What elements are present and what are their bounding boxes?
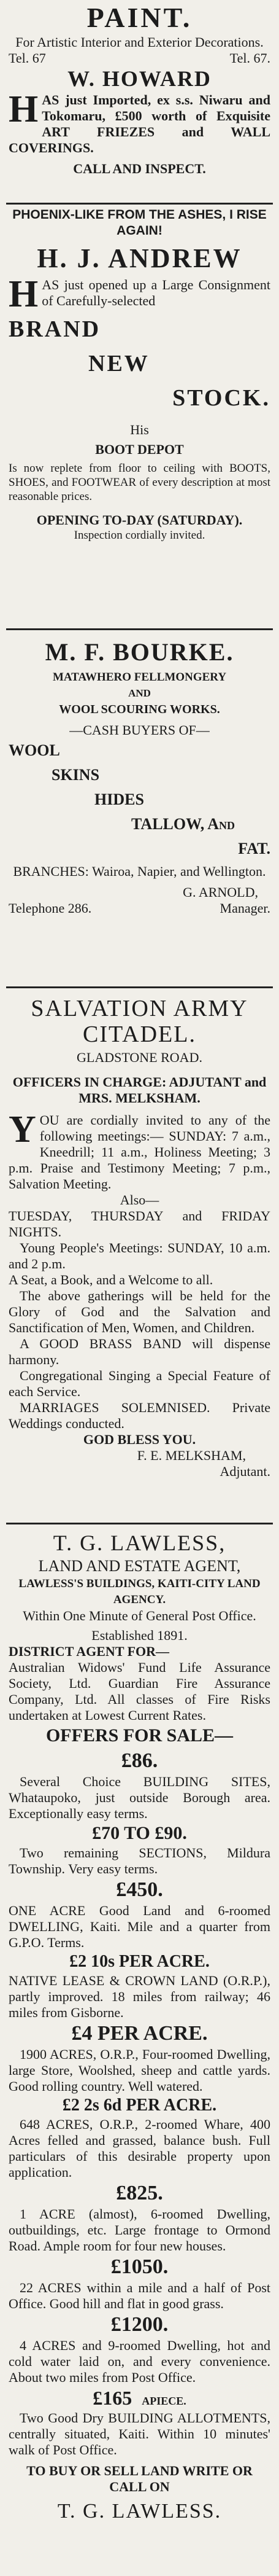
salvation-para-2: TUESDAY, THURSDAY and FRIDAY NIGHTS. — [9, 1208, 270, 1239]
salvation-title-1: SALVATION ARMY — [31, 996, 248, 1021]
salvation-also: Also— — [120, 1192, 159, 1208]
salvation-army-ad — [6, 988, 273, 1523]
salvation-para-7: Congregational Singing a Special Feature of each Service. — [9, 1368, 270, 1399]
lawless-price-5: £4 PER ACRE. — [71, 2022, 208, 2045]
howard-tel-left: Tel. 67 — [9, 50, 46, 66]
howard-tel-right: Tel. 67. — [229, 50, 270, 66]
lawless-price-3: £450. — [116, 1878, 163, 1901]
lawless-buildings: LAWLESS'S BUILDINGS, KAITI-CITY LAND AGENCY. — [18, 1577, 261, 1606]
andrew-his: His — [130, 422, 149, 437]
howard-subtitle: For Artistic Interior and Exterior Decorations. — [15, 34, 264, 50]
salvation-bless: GOD BLESS YOU. — [83, 1432, 196, 1447]
lawless-price-1: £86. — [121, 1749, 158, 1772]
bourke-word-fat: FAT. — [238, 840, 270, 857]
andrew-word-stock: STOCK. — [172, 385, 270, 411]
andrew-ad — [6, 205, 273, 628]
lawless-price-9: £1200. — [110, 2313, 169, 2336]
lawless-name-footer: T. G. LAWLESS. — [57, 2500, 222, 2523]
lawless-desc-5: 1900 ACRES, O.R.P., Four-roomed Dwelling, large Store, Woolshed, sheep and cattle yards. Good rolling country. Well watered. — [9, 2047, 270, 2094]
lawless-price-7: £825. — [116, 2182, 163, 2204]
lawless-desc-7: 1 ACRE (almost), 6-roomed Dwelling, outbuildings, etc. Large frontage to Ormond Road. Ample room for four new houses. — [9, 2206, 270, 2254]
lawless-desc-6: 648 ACRES, O.R.P., 2-roomed Whare, 400 Acres felled and grassed, balance bush. Full particulars of this desirable property upon application. — [9, 2117, 270, 2180]
bourke-branches: BRANCHES: Wairoa, Napier, and Wellington. — [13, 864, 266, 879]
lawless-within: Within One Minute of General Post Office. — [23, 1608, 256, 1623]
lawless-price-10-amount: £165 — [93, 2387, 132, 2409]
salvation-title-2: CITADEL. — [83, 1021, 196, 1047]
howard-cta: CALL AND INSPECT. — [73, 161, 206, 176]
bourke-word-hides: HIDES — [94, 790, 144, 808]
andrew-depot: BOOT DEPOT — [95, 442, 184, 457]
lawless-desc-1: Several Choice BUILDING SITES, Whataupoko, just outside Borough area. Exceptionally easy terms. — [9, 1774, 270, 1821]
lawless-agent: LAND AND ESTATE AGENT, — [38, 1557, 241, 1575]
salvation-officers: OFFICERS IN CHARGE: ADJUTANT and MRS. MELKSHAM. — [12, 1074, 267, 1106]
salvation-para-6: A GOOD BRASS BAND will dispense harmony. — [9, 1336, 270, 1367]
andrew-word-new: NEW — [88, 351, 150, 377]
salvation-drop-cap: Y — [9, 1109, 36, 1150]
lawless-desc-8: 22 ACRES within a mile and a half of Post Office. Good hill and flat in good grass. — [9, 2280, 270, 2311]
howard-name: W. HOWARD — [67, 66, 212, 91]
salvation-para-5: The above gatherings will be held for the Glory of God and the Salvation and Sanctification of Men, Women, and Children. — [9, 1288, 270, 1335]
andrew-name: H. J. ANDREW — [37, 243, 242, 273]
bourke-manager-name: G. ARNOLD, — [183, 884, 258, 900]
howard-body-text: AS just Imported, ex s.s. Niwaru and Tokomaru, £500 worth of Exquisite ART FRIEZES and WALL COVERINGS. — [9, 92, 270, 155]
salvation-rank: Adjutant. — [220, 1464, 270, 1479]
bourke-buyers: —CASH BUYERS OF— — [69, 722, 210, 738]
salvation-para-1 — [9, 1109, 270, 1192]
andrew-drop-cap: H — [9, 273, 39, 315]
bourke-telephone: Telephone 286. — [9, 900, 92, 916]
howard-title: PAINT. — [86, 2, 193, 33]
lawless-district: DISTRICT AGENT FOR— — [9, 1644, 170, 1659]
bourke-manager-title: Manager. — [220, 900, 270, 916]
lawless-desc-4: NATIVE LEASE & CROWN LAND (O.R.P.), partly improved. 18 miles from railway; 46 miles from Gisborne. — [9, 1973, 270, 2020]
bourke-ad — [6, 630, 273, 986]
andrew-slogan: PHOENIX-LIKE FROM THE ASHES, I RISE AGAIN! — [12, 208, 267, 238]
salvation-address: GLADSTONE ROAD. — [77, 1050, 202, 1065]
salvation-signature: F. E. MELKSHAM, — [137, 1448, 246, 1463]
lawless-price-8: £1050. — [110, 2255, 169, 2278]
salvation-para-1-text: OU are cordially invited to any of the following meetings:— SUNDAY: 7 a.m., Kneedrill; 11 a.m., Holiness Meeting; 3 p.m. Praise and Testimony Meeting; 7 p.m., Salvation Meeting. — [9, 1112, 270, 1192]
andrew-opening: OPENING TO-DAY (SATURDAY). — [36, 512, 243, 528]
bourke-name: M. F. BOURKE. — [45, 638, 234, 666]
howard-body — [9, 88, 270, 156]
bourke-line1: MATAWHERO FELLMONGERY — [52, 671, 227, 684]
howard-telephones — [9, 50, 270, 66]
salvation-para-4: A Seat, a Book, and a Welcome to all. — [9, 1272, 213, 1287]
salvation-para-3: Young People's Meetings: SUNDAY, 10 a.m. and 2 p.m. — [9, 1240, 270, 1271]
bourke-line3: WOOL SCOURING WORKS. — [59, 703, 220, 716]
bourke-word-wool: WOOL — [9, 741, 60, 759]
lawless-tobuy: TO BUY OR SELL LAND WRITE OR CALL ON — [26, 2463, 253, 2494]
bourke-word-tallow: TALLOW, And — [131, 815, 235, 833]
lawless-desc-2: Two remaining SECTIONS, Mildura Township. Very easy terms. — [9, 1845, 270, 1876]
lawless-ad — [6, 1524, 273, 2562]
lawless-price-4: £2 10s PER ACRE. — [69, 1952, 210, 1971]
andrew-body2: Is now replete from floor to ceiling with BOOTS, SHOES, and FOOTWEAR of every description at most reasonable prices. — [9, 462, 270, 503]
lawless-price-10 — [9, 2388, 270, 2408]
bourke-line2: AND — [128, 687, 151, 699]
lawless-desc-10: Two Good Dry BUILDING ALLOTMENTS, centrally situated, Kaiti. Within 10 minutes' walk of Post Office. — [9, 2410, 270, 2457]
lawless-desc-3: ONE ACRE Good Land and 6-roomed DWELLING, Kaiti. Mile and a quarter from G.P.O. Terms. — [9, 1903, 270, 1950]
lawless-price-10-apiece: APIECE. — [142, 2395, 186, 2407]
lawless-price-6: £2 2s 6d PER ACRE. — [62, 2096, 217, 2115]
salvation-para-8: MARRIAGES SOLEMNISED. Private Weddings conducted. — [9, 1400, 270, 1431]
andrew-body — [9, 273, 270, 315]
lawless-desc-9: 4 ACRES and 9-roomed Dwelling, hot and cold water laid on, and every convenience. About two miles from Post Office. — [9, 2338, 270, 2385]
andrew-body-text: AS just opened up a Large Consignment of Carefully-selected — [42, 277, 270, 308]
lawless-established: Established 1891. — [91, 1628, 188, 1643]
bourke-footer — [9, 900, 270, 916]
lawless-price-2: £70 TO £90. — [92, 1823, 187, 1843]
howard-drop-cap: H — [9, 88, 39, 130]
lawless-name: T. G. LAWLESS, — [53, 1531, 226, 1555]
bourke-word-skins: SKINS — [52, 766, 100, 784]
andrew-word-brand: BRAND — [9, 316, 101, 342]
lawless-offers: OFFERS FOR SALE— — [45, 1725, 234, 1746]
lawless-agencies: Australian Widows' Fund Life Assurance Society, Ltd. Guardian Fire Assurance Company, Ltd. All classes of Fire Risks undertaken at Lowest Current Rates. — [9, 1660, 270, 1723]
howard-ad — [6, 0, 273, 203]
andrew-invite: Inspection cordially invited. — [74, 529, 205, 542]
